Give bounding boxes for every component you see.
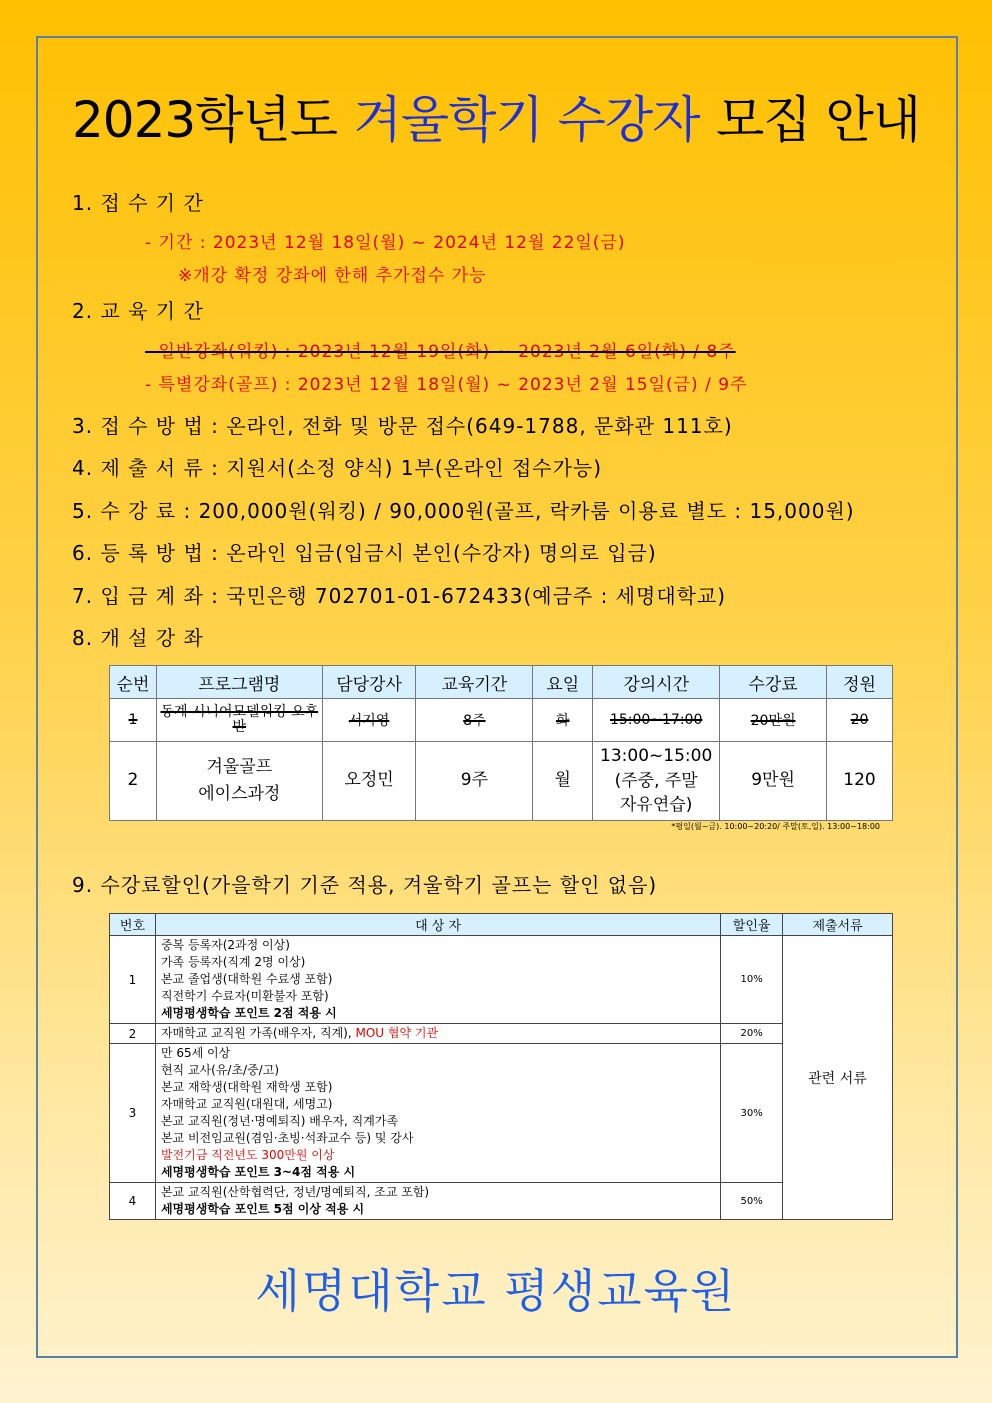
cell-program <box>156 742 322 821</box>
target-item: 본교 교직원(산학협력단, 정년/명예퇴직, 조교 포함) <box>160 1185 430 1199</box>
table-row <box>110 742 893 821</box>
cell-no: 1 <box>128 712 138 728</box>
target-item-points: 세명평생학습 포인트 5점 이상 적용 시 <box>160 1202 365 1216</box>
target-item-mou: MOU 협약 기관 <box>355 1026 439 1040</box>
header-target: 대 상 자 <box>155 914 720 936</box>
header-period: 교육기간 <box>416 666 533 699</box>
cell-program: 동계 시니어모델워킹 오후반 <box>160 704 319 735</box>
course-time-note: *평일(월~금). 10:00~20:20/ 주말(토,일). 13:00~18:00 <box>671 822 880 831</box>
cell-time: 15:00~17:00 <box>609 712 703 728</box>
cell-instructor: 서지영 <box>348 713 390 729</box>
section-3: 3. 접 수 방 법 : 온라인, 전화 및 방문 접수(649-1788, 문화관 111호) <box>72 414 733 438</box>
target-item: 만 65세 이상 <box>160 1046 231 1060</box>
cell-targets <box>155 1044 720 1183</box>
section-1-label: 1. 접 수 기 간 <box>72 191 204 215</box>
table-row <box>110 936 893 1024</box>
section-9-label: 9. 수강료할인(가을학기 기준 적용, 겨울학기 골프는 할인 없음) <box>72 873 658 897</box>
title-rest: 모집 안내 <box>715 91 921 149</box>
program-line-2: 에이스과정 <box>198 784 281 804</box>
course-table-header <box>110 666 893 699</box>
cell-period: 8주 <box>463 713 486 729</box>
section-8-label: 8. 개 설 강 좌 <box>72 626 204 650</box>
additional-application-note: ※개강 확정 강좌에 한해 추가접수 가능 <box>178 266 487 286</box>
cell-capacity: 120 <box>826 742 892 821</box>
cell-documents: 관련 서류 <box>783 936 893 1220</box>
cell-no: 2 <box>110 742 157 821</box>
cell-capacity: 20 <box>850 712 869 728</box>
header-program: 프로그램명 <box>156 666 322 699</box>
discount-table-header <box>110 914 893 936</box>
header-no: 번호 <box>110 914 156 936</box>
header-no: 순번 <box>110 666 157 699</box>
application-period: - 기간 : 2023년 12월 18일(월) ~ 2024년 12월 22일(금) <box>145 233 626 253</box>
page-title <box>0 80 992 152</box>
target-item: 자매학교 교직원 가족(배우자, 직계), <box>160 1026 356 1040</box>
target-item: 직전학기 수료자(미환불자 포함) <box>160 989 329 1003</box>
cell-no: 2 <box>110 1024 156 1044</box>
cell-fee: 9만원 <box>720 742 827 821</box>
section-6: 6. 등 록 방 법 : 온라인 입금(입금시 본인(수강자) 명의로 입금) <box>72 541 657 565</box>
time-line-2: (주중, 주말 <box>614 770 698 791</box>
time-line-3: 자유연습) <box>620 795 693 816</box>
general-course-period: - 일반강좌(워킹) : 2023년 12월 19일(화) ~ 2023년 2월 6일(화) / 8주 <box>145 342 736 362</box>
title-highlight: 겨울학기 수강자 <box>353 91 700 149</box>
course-table <box>109 665 893 821</box>
institution-footer: 세명대학교 평생교육원 <box>255 1264 737 1318</box>
target-item: 중복 등록자(2과정 이상) <box>160 938 290 952</box>
cell-time <box>593 742 720 821</box>
header-fee: 수강료 <box>720 666 827 699</box>
header-instructor: 담당강사 <box>322 666 416 699</box>
cell-targets <box>155 1183 720 1220</box>
cell-instructor: 오정민 <box>322 742 416 821</box>
target-item: 본교 비전임교원(겸임·초빙·석좌교수 등) 및 강사 <box>160 1131 414 1145</box>
section-7: 7. 입 금 계 좌 : 국민은행 702701-01-672433(예금주 : 세명대학교) <box>72 584 727 608</box>
section-4: 4. 제 출 서 류 : 지원서(소정 양식) 1부(온라인 접수가능) <box>72 456 603 480</box>
special-course-period: - 특별강좌(골프) : 2023년 12월 18일(월) ~ 2023년 2월 15일(금) / 9주 <box>145 375 748 395</box>
section-2-label: 2. 교 육 기 간 <box>72 299 204 323</box>
time-line-1: 13:00~15:00 <box>600 746 713 767</box>
target-item-fund: 발전기금 직전년도 300만원 이상 <box>160 1148 335 1162</box>
cell-day: 화 <box>555 713 570 729</box>
cell-no: 4 <box>110 1183 156 1220</box>
cell-period: 9주 <box>416 742 533 821</box>
header-time: 강의시간 <box>593 666 720 699</box>
table-row <box>110 1044 893 1183</box>
table-row <box>110 699 893 742</box>
header-documents: 제출서류 <box>783 914 893 936</box>
table-row <box>110 1183 893 1220</box>
cell-rate: 50% <box>721 1183 783 1220</box>
target-item: 현직 교사(유/초/중/고) <box>160 1063 279 1077</box>
target-item: 가족 등록자(직계 2명 이상) <box>160 955 306 969</box>
cell-no: 3 <box>110 1044 156 1183</box>
table-row <box>110 1024 893 1044</box>
target-item: 자매학교 교직원(대원대, 세명고) <box>160 1097 333 1111</box>
cell-day: 월 <box>533 742 593 821</box>
target-item: 본교 졸업생(대학원 수료생 포함) <box>160 972 333 986</box>
cell-fee: 20만원 <box>750 713 796 729</box>
cell-rate: 30% <box>721 1044 783 1183</box>
section-5: 5. 수 강 료 : 200,000원(워킹) / 90,000원(골프, 락카룸 이용료 별도 : 15,000원) <box>72 499 855 523</box>
header-capacity: 정원 <box>826 666 892 699</box>
cell-targets <box>155 1024 720 1044</box>
cell-targets <box>155 936 720 1024</box>
title-year: 2023학년도 <box>71 91 338 149</box>
header-rate: 할인율 <box>721 914 783 936</box>
program-line-1: 겨울골프 <box>206 756 273 777</box>
target-item-points: 세명평생학습 포인트 3~4점 적용 시 <box>160 1165 356 1179</box>
cell-rate: 20% <box>721 1024 783 1044</box>
cell-rate: 10% <box>721 936 783 1024</box>
target-item: 본교 교직원(정년·명예퇴직) 배우자, 직계가족 <box>160 1114 399 1128</box>
target-item-points: 세명평생학습 포인트 2점 적용 시 <box>160 1006 337 1020</box>
target-item: 본교 재학생(대학원 재학생 포함) <box>160 1080 333 1094</box>
cell-no: 1 <box>110 936 156 1024</box>
header-day: 요일 <box>533 666 593 699</box>
discount-table <box>109 913 893 1220</box>
